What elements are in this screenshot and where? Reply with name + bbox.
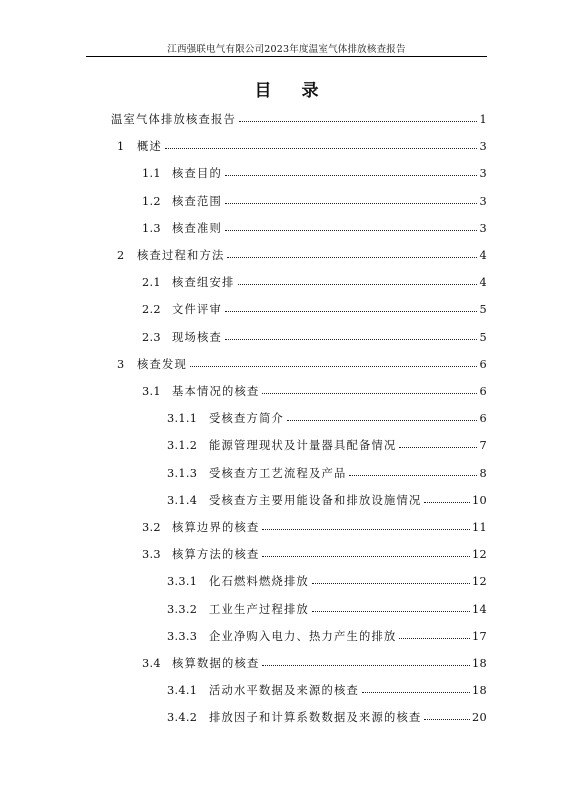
dot-leader [225,297,477,312]
toc-entry-number: 3.3 [142,548,161,562]
toc-entry-number: 2.3 [142,330,161,344]
toc-entry[interactable] [142,298,487,320]
toc-entry[interactable] [142,162,487,184]
toc-entry-page-number: 3 [479,194,487,208]
toc-entry-label: 化石燃料燃烧排放 [209,575,309,589]
toc-entry[interactable] [167,407,487,429]
toc-entry[interactable] [142,380,487,402]
toc-entry[interactable] [142,543,487,565]
toc-entry-number: 3.1.1 [167,412,198,426]
toc-entry-number: 1.1 [142,167,161,181]
toc-entry-label: 核查准则 [172,221,222,235]
toc-entry-number: 3.3.1 [167,575,198,589]
toc-entry-label: 概述 [137,140,162,154]
dot-leader [238,270,478,285]
dot-leader [312,597,470,612]
toc-entry-page-number: 6 [479,385,487,398]
toc-entry-number: 3.3.2 [167,602,198,616]
toc-entry[interactable] [167,570,487,592]
toc-entry-label: 企业净购入电力、热力产生的排放 [209,629,397,643]
toc-entry-number: 3.3.3 [167,629,198,643]
toc-entry-page-number: 12 [472,575,487,589]
toc-entry-label: 工业生产过程排放 [209,602,309,616]
toc-entry-label: 核算边界的核查 [172,521,260,534]
dot-leader [262,542,470,557]
toc-entry-number: 2.2 [142,303,161,317]
dot-leader [190,352,477,367]
toc-entry-page-number: 20 [472,711,487,725]
dot-leader [225,325,477,340]
toc-entry[interactable] [117,244,487,266]
dot-leader [225,216,477,231]
toc-entry-page-number: 18 [472,684,487,698]
dot-leader [312,569,470,584]
toc-entry-label: 核查发现 [137,357,187,371]
toc-entry[interactable] [167,434,487,456]
toc-entry-label: 受核查方主要用能设备和排放设施情况 [209,493,422,507]
toc-entry-page-number: 6 [479,357,487,371]
toc-entry-label: 核算方法的核查 [172,548,260,562]
dot-leader [349,461,477,476]
toc-entry-label: 现场核查 [172,330,222,344]
toc-entry-page-number: 10 [472,493,487,507]
toc-entry-label: 活动水平数据及来源的核查 [209,684,359,698]
toc-entry-number: 3.1.3 [167,466,198,480]
toc-entry[interactable] [167,489,487,511]
page-header: 江西强联电气有限公司2023年度温室气体排放核查报告 [167,44,406,55]
dot-leader [399,624,470,639]
toc-entry-page-number: 5 [479,303,487,317]
toc-entry[interactable] [117,135,487,157]
toc-entry-number: 3 [117,357,125,371]
toc-entry[interactable] [142,326,487,348]
toc-entry[interactable] [167,706,487,728]
toc-entry[interactable] [167,598,487,620]
toc-entry-page-number: 14 [472,602,487,616]
toc-entry[interactable] [142,516,487,538]
toc-entry[interactable] [167,462,487,484]
dot-leader [262,515,470,530]
dot-leader [362,678,470,693]
toc-entry-label: 温室气体排放核查报告 [111,113,236,126]
toc-entry-label: 核查范围 [172,194,222,208]
toc-entry-label: 核查过程和方法 [137,249,225,262]
dot-leader [424,705,470,720]
toc-entry[interactable] [117,353,487,375]
header-rule [86,56,487,57]
toc-entry-page-number: 5 [479,330,487,344]
toc-entry-page-number: 12 [472,548,487,562]
toc-entry-label: 能源管理现状及计量器具配备情况 [209,439,397,453]
dot-leader [424,488,470,503]
toc-entry-number: 3.4 [142,657,161,670]
toc-entry-number: 1 [117,140,125,154]
toc-entry-number: 3.4.2 [167,711,198,725]
toc-entry-page-number: 4 [479,249,487,262]
toc-entry-page-number: 6 [479,412,487,426]
toc-entry-number: 1.2 [142,194,161,208]
toc-entry-page-number: 7 [479,439,487,453]
dot-leader [239,107,477,122]
dot-leader [262,379,477,394]
toc-entry-number: 2.1 [142,276,161,290]
toc-entry[interactable] [142,217,487,239]
toc-entry-page-number: 18 [472,657,487,670]
toc-entry-label: 排放因子和计算系数数据及来源的核查 [209,711,422,725]
toc-entry-label: 受核查方工艺流程及产品 [209,466,347,480]
dot-leader [225,189,477,204]
toc-entry-label: 核查目的 [172,167,222,181]
toc-entry-number: 3.1 [142,385,161,398]
toc-entry-label: 核查组安排 [172,276,235,290]
dot-leader [399,433,477,448]
toc-entry-page-number: 17 [472,629,487,643]
dot-leader [227,243,477,258]
toc-entry[interactable] [167,679,487,701]
toc-entry[interactable] [167,625,487,647]
toc-entry[interactable] [111,108,487,130]
toc-title: 目 录 [254,81,331,101]
toc-entry-page-number: 8 [479,466,487,480]
toc-entry-number: 3.1.4 [167,493,198,507]
toc-entry-label: 核算数据的核查 [172,657,260,670]
toc-entry-page-number: 3 [479,140,487,154]
toc-entry-number: 3.1.2 [167,439,198,453]
toc-entry-page-number: 1 [479,113,487,126]
toc-entry-page-number: 3 [479,221,487,235]
toc-entry-number: 1.3 [142,221,161,235]
toc-entry[interactable] [142,271,487,293]
toc-entry-page-number: 3 [479,167,487,181]
toc-entry-number: 2 [117,249,125,262]
dot-leader [287,406,477,421]
toc-entry-label: 受核查方简介 [209,412,284,426]
toc-entry-number: 3.4.1 [167,684,198,698]
toc-entry[interactable] [142,652,487,674]
dot-leader [165,134,477,149]
toc-entry-label: 文件评审 [172,303,222,317]
toc-entry-page-number: 4 [479,276,487,290]
toc-entry-page-number: 11 [472,521,487,534]
dot-leader [262,651,470,666]
toc-entry-label: 基本情况的核查 [172,385,260,398]
toc-entry-number: 3.2 [142,521,161,534]
dot-leader [225,161,477,176]
toc-entry[interactable] [142,190,487,212]
